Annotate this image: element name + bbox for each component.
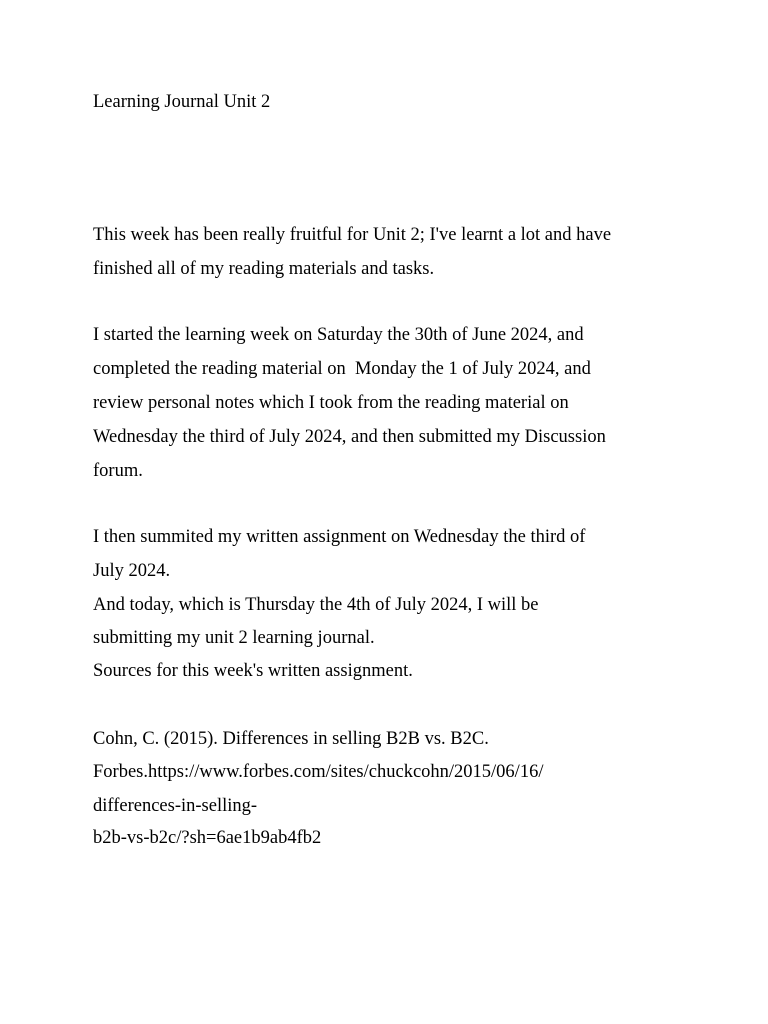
reference-url-line: differences-in-selling- [93, 796, 258, 816]
reference-url-line: b2b-vs-b2c/?sh=6ae1b9ab4fb2 [93, 828, 322, 848]
paragraph-line: forum. [93, 461, 143, 481]
document-title: Learning Journal Unit 2 [93, 92, 271, 112]
sources-heading: Sources for this week's written assignment. [93, 661, 413, 681]
paragraph-line: review personal notes which I took from the reading material on [93, 393, 569, 413]
paragraph-line: completed the reading material on Monday the 1 of July 2024, and [93, 359, 591, 379]
reference-line: Cohn, C. (2015). Differences in selling B2B vs. B2C. [93, 729, 489, 749]
reference-url-line: Forbes.https://www.forbes.com/sites/chuckcohn/2015/06/16/ [93, 762, 544, 782]
paragraph-line: Wednesday the third of July 2024, and then submitted my Discussion [93, 427, 606, 447]
paragraph-line: And today, which is Thursday the 4th of July 2024, I will be [93, 595, 539, 615]
paragraph-line: I then summited my written assignment on Wednesday the third of [93, 527, 586, 547]
paragraph-line: finished all of my reading materials and tasks. [93, 259, 435, 279]
paragraph-line: July 2024. [93, 561, 171, 581]
paragraph-line: I started the learning week on Saturday the 30th of June 2024, and [93, 325, 584, 345]
paragraph-line: This week has been really fruitful for Unit 2; I've learnt a lot and have [93, 225, 612, 245]
paragraph-line: submitting my unit 2 learning journal. [93, 628, 375, 648]
